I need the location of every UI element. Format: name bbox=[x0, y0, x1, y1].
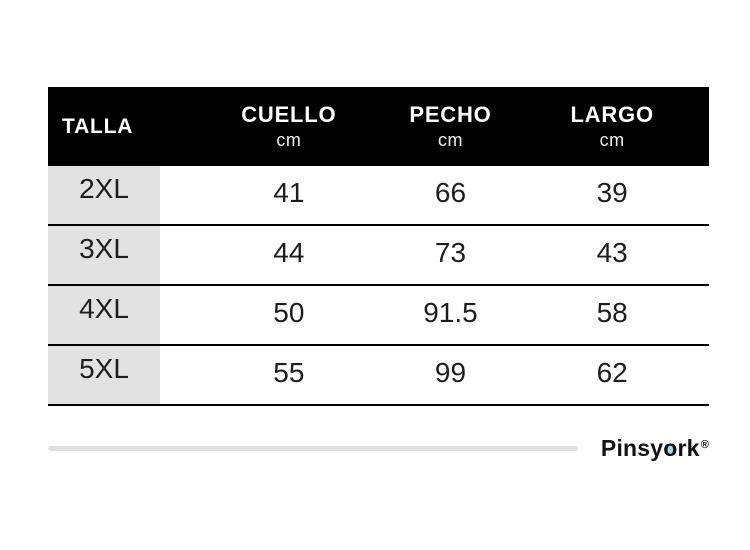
size-cell: 2XL bbox=[48, 166, 160, 224]
value-cell-cuello: 44 bbox=[273, 236, 305, 268]
table-row bbox=[48, 286, 709, 346]
header-unit-largo: cm bbox=[599, 129, 625, 150]
value-cell-pecho: 66 bbox=[434, 176, 467, 208]
value-cell-largo: 39 bbox=[596, 176, 628, 208]
brand-logo bbox=[601, 435, 709, 462]
header-cell-talla: TALLA bbox=[62, 114, 134, 138]
row-spacer bbox=[160, 346, 208, 404]
size-cell: 4XL bbox=[48, 286, 160, 344]
header-label-pecho: PECHO bbox=[409, 101, 492, 127]
value-cell-pecho: 91.5 bbox=[423, 296, 478, 328]
header-unit-cuello: cm bbox=[276, 129, 302, 150]
brand-text-o: o bbox=[663, 434, 678, 461]
value-cell-pecho: 73 bbox=[434, 236, 467, 268]
size-chart-table bbox=[48, 87, 709, 406]
header-label-largo: LARGO bbox=[570, 101, 654, 127]
header-unit-pecho: cm bbox=[437, 129, 463, 150]
value-cell-largo: 62 bbox=[596, 356, 628, 388]
header-cell-largo bbox=[531, 103, 693, 151]
size-cell: 5XL bbox=[48, 346, 160, 404]
table-row bbox=[48, 226, 709, 286]
size-cell: 3XL bbox=[48, 226, 160, 284]
brand-text-part1: Pinsy bbox=[600, 434, 664, 461]
registered-trademark-icon: ® bbox=[700, 438, 709, 451]
value-cell-cuello: 41 bbox=[273, 176, 305, 208]
table-row bbox=[48, 166, 709, 226]
value-cell-largo: 43 bbox=[596, 236, 628, 268]
row-spacer bbox=[160, 166, 208, 224]
header-label-cuello: CUELLO bbox=[241, 101, 337, 127]
footer-divider bbox=[48, 446, 578, 451]
footer bbox=[48, 434, 709, 461]
table-header-row bbox=[48, 87, 709, 166]
header-cell-cuello bbox=[208, 103, 370, 151]
value-cell-cuello: 55 bbox=[273, 356, 305, 388]
row-spacer bbox=[160, 286, 208, 344]
table-row bbox=[48, 346, 709, 406]
value-cell-largo: 58 bbox=[596, 296, 628, 328]
header-cell-pecho bbox=[370, 103, 532, 151]
value-cell-pecho: 99 bbox=[434, 356, 467, 388]
value-cell-cuello: 50 bbox=[273, 296, 305, 328]
row-spacer bbox=[160, 226, 208, 284]
brand-text-part2: rk bbox=[677, 434, 700, 461]
